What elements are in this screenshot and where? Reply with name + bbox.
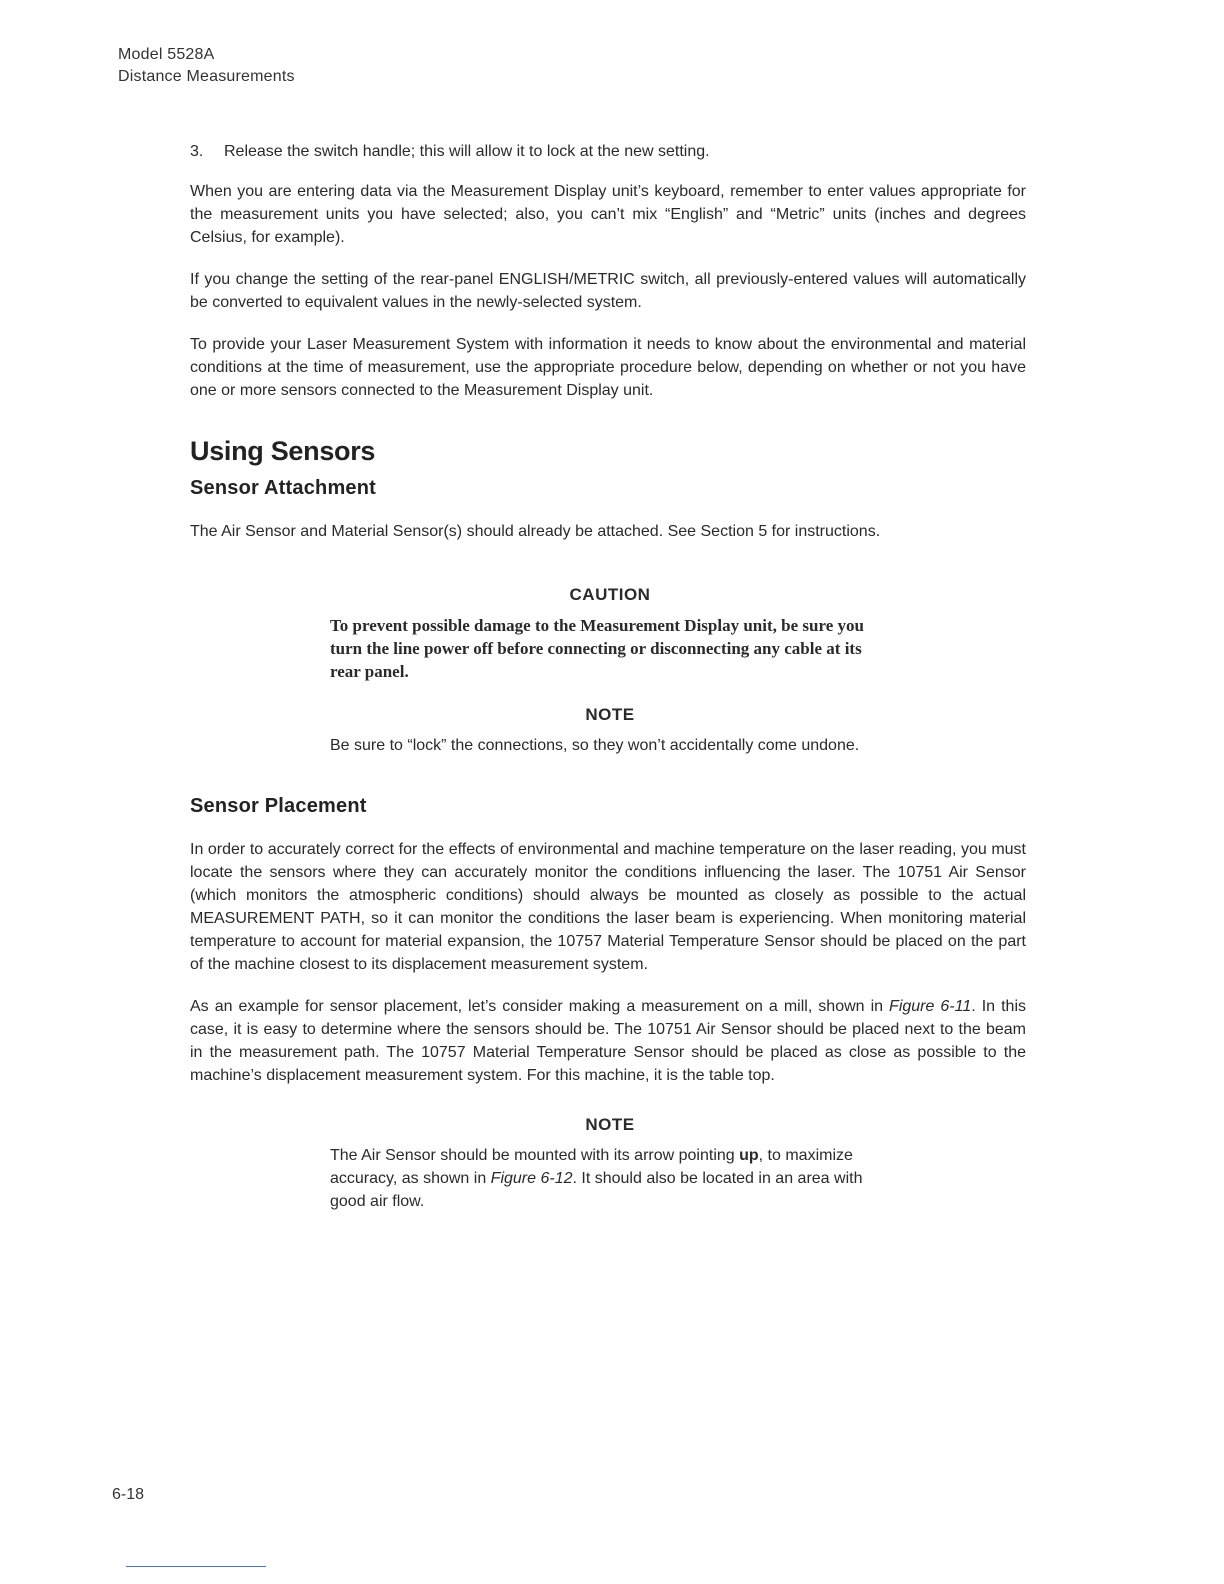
paragraph-switch: If you change the setting of the rear-panel ENGLISH/METRIC switch, all previously-entered values will automatically be converted to equivalent values in the newly-selected system. <box>190 271 1026 311</box>
paragraph-example <box>190 995 1026 1087</box>
figure-ref-6-12: Figure 6-12 <box>490 1170 573 1187</box>
note-bold-up: up <box>739 1147 759 1164</box>
note-box-connections <box>330 703 890 757</box>
note-title: NOTE <box>585 705 635 724</box>
section-title: Distance Measurements <box>118 68 295 85</box>
note-text-middle: , to maximize accuracy, as shown in <box>330 1147 853 1187</box>
body-column <box>190 140 1026 1233</box>
paragraph-units: When you are entering data via the Measurement Display unit’s keyboard, remember to enter values appropriate for the measurement units you have selected; also, you can’t mix “English” and “Metric” units (inches and degrees Celsius, for example). <box>190 183 1026 246</box>
note-box-air-sensor <box>330 1113 890 1213</box>
example-text-start: As an example for sensor placement, let’s consider making a measurement on a mill, shown in <box>190 998 890 1015</box>
caution-text: To prevent possible damage to the Measurement Display unit, be sure you turn the line power off before connecting or disconnecting any cable at its rear panel. <box>330 616 864 681</box>
paragraph-placement: In order to accurately correct for the effects of environmental and machine temperature on the laser reading, you must locate the sensors where they can accurately monitor the conditions influencing the laser. The 10751 Air Sensor (which monitors the atmospheric conditions) should always be mounted as closely as possible to the actual MEASUREMENT PATH, so it can monitor the conditions the laser beam is experiencing. When monitoring material temperature to account for material expansion, the 10757 Material Temperature Sensor should be placed on the part of the machine closest to its displacement measurement system. <box>190 841 1026 973</box>
note-title: NOTE <box>585 1115 635 1134</box>
caution-box <box>330 583 890 683</box>
step-3 <box>190 140 1026 163</box>
note-text-air-sensor <box>330 1144 890 1213</box>
paragraph-attachment: The Air Sensor and Material Sensor(s) should already be attached. See Section 5 for instructions. <box>190 523 881 540</box>
running-header <box>118 44 295 88</box>
step-number: 3. <box>190 143 204 160</box>
model-title: Model 5528A <box>118 46 215 63</box>
note-text-end: . It should also be located in an area with good air flow. <box>330 1170 863 1210</box>
figure-ref-6-11: Figure 6-11 <box>889 998 972 1015</box>
note-text-start: The Air Sensor should be mounted with its arrow pointing <box>330 1147 740 1164</box>
example-text-end: . In this case, it is easy to determine where the sensors should be. The 10751 Air Sensor should be placed next to the beam in the measurement path. The 10757 Material Temperature Sensor should be placed as close as possible to the machine’s displacement measurement system. For this machine, it is the table top. <box>190 998 1026 1084</box>
heading-sensor-placement: Sensor Placement <box>190 795 367 817</box>
heading-using-sensors: Using Sensors <box>190 436 376 466</box>
step-text: Release the switch handle; this will allow it to lock at the new setting. <box>224 143 710 160</box>
heading-sensor-attachment: Sensor Attachment <box>190 477 377 499</box>
caution-title: CAUTION <box>569 585 651 604</box>
page-number: 6-18 <box>112 1486 145 1503</box>
footer-rule <box>126 1566 266 1567</box>
paragraph-procedure: To provide your Laser Measurement System with information it needs to know about the environmental and material conditions at the time of measurement, use the appropriate procedure below, depending on whether or not you have one or more sensors connected to the Measurement Display unit. <box>190 336 1026 399</box>
note-text: Be sure to “lock” the connections, so they won’t accidentally come undone. <box>330 737 860 754</box>
